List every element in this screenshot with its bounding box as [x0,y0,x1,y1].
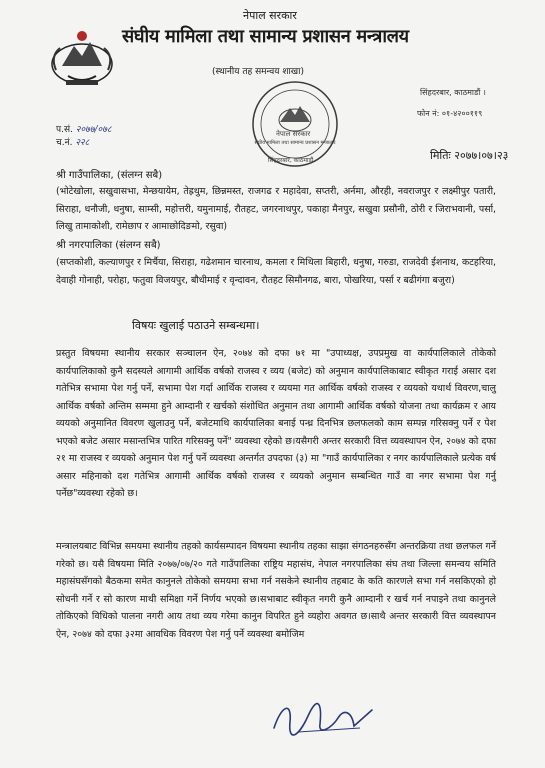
letterhead-ministry: संघीय मामिला तथा सामान्य प्रशासन मन्त्रालय [122,26,409,47]
office-address: सिंहदरबार, काठमाडौं । [420,88,486,97]
letter-date [430,148,508,163]
chalani-label: च.नं. [56,138,73,148]
recipient-2-list: (सप्तकोशी, कल्याणपुर र मिर्चैया, सिराहा, गढेशमान चारनाथ, कमला र मिथिला बिहारी, धनुषा, गरुडा, राजदेवी ईशनाथ, कटहरिया, देवाही गोनाही, परोहा, फतुवा विजयपुर, बौधीमाई र वृन्दावन, रौतहट सिमौनगढ, बारा, पोखरिया, पर्सा र बढीगंगा बजुरा) [56,257,496,286]
stamp-emblem-icon [279,106,311,131]
office-stamp [250,78,340,170]
letterhead-section: (स्थानीय तह समन्वय शाखा) [212,67,304,77]
patra-sankhya-value: २०७७/०७८ [75,125,112,135]
letterhead-government: नेपाल सरकार [243,9,297,22]
recipient-2-title: श्री नगरपालिका (संलग्न सबै) [56,240,161,251]
handwritten-signature [268,698,380,742]
nepal-emblem-icon [46,26,118,88]
patra-sankhya-label: प.सं. [56,125,73,135]
reference-chalani [56,135,89,148]
body-paragraph-2: मन्त्रालयबाट विभिन्न समयमा स्थानीय तहको कार्यसम्पादन विषयमा स्थानीय तहका साझा संगठनहरुसँग अन्तरक्रिया तथा छलफल गर्ने गरेको छ। यसै विषयमा मिति २०७७/०७/२० गते गाउँपालिका राष्ट्रिय महासंघ, नेपाल नगरपालिका संघ तथा जिल्ला समन्वय समिति महासंघसँगको बैठकमा समेत कानुनले तोकेको समयमा सभा गर्न नसकेने स्थानीय तहबाट के कति कारणले सभा गर्न नसकिएको हो सोधनी गर्ने र सो कारण माथी समिक्षा गर्ने निर्णय भएको छ।सभाबाट स्वीकृत नगरी कुनै आम्दानी र खर्च गर्न नपाइने तथा कानुनले तोकिएको विधिको पालना नगरी आय तथा व्यय गरेमा कानुन विपरित हुने व्यहोरा अवगत छ।साथै अन्तर सरकारी वित्त व्यवस्थापन ऐन, २०७४ को दफा ३२मा आवधिक विवरण पेश गर्नु पर्ने व्यवस्था बमोजिम [56,541,496,640]
stamp-text-top: नेपाल सरकार [276,130,311,138]
letter-subject: विषयः खुलाई पठाउने सम्बन्धमा। [132,319,260,332]
recipient-1-list: (भोटेखोला, सखुवासभा, मेन्छयायेम, तेह्रथुम, छिन्नमस्त, राजगढ र महादेवा, सप्तरी, अर्नमा, औरही, नवराजपुर र लक्ष्मीपुर पतारी, सिराहा, धनौजी, धनुषा, साम्सी, महोत्तरी, यमुनामाई, रौतहट, जगरनाथपुर, पकाहा मैनपुर, सखुवा प्रसौनी, ठोरी र जिराभवानी, पर्सा, लिखु तामाकोशी, रामेछाप र आमाछोदिङमो, रसुवा) [56,186,496,232]
date-value: २०७७।०७।२३ [454,149,509,162]
stamp-text-mid: संघीय मामिला तथा सामान्य प्रशासन मन्त्रालय [254,140,336,146]
reference-patra-sankhya [56,122,112,135]
body-paragraph-1: प्रस्तुत विषयमा स्थानीय सरकार सञ्चालन ऐन, २०७४ को दफा ७१ मा "उपाध्यक्ष, उपप्रमुख वा कार्यपालिकाले तोकेको कार्यपालिकाको कुनै सदस्यले आगामी आर्थिक वर्षको राजस्व र व्यय (बजेट) को अनुमान कार्यपालिकाबाट स्वीकृत गराई असार दश गतेभित्र सभामा पेश गर्नु पर्ने, सभामा पेश गर्दा आर्थिक राजस्व र व्ययमा गत आर्थिक वर्षको राजस्व र व्ययको यथार्थ विवरण,चालु आर्थिक वर्षको अन्तिम सम्ममा हुने आम्दानी र खर्चको संशोधित अनुमान तथा आगामी आर्थिक वर्षको योजना तथा कार्यक्रम र आय व्ययको अनुमानित विवरण खुलाउनु पर्ने, बजेटमाथि कार्यपालिका बनाई पन्ध्र दिनभित्र छलफलको काम सम्पन्न गरिसक्नु पर्ने र पेश भएको बजेट असार मसान्तभित्र पारित गरिसक्नु पर्ने" व्यवस्था रहेको छ।यसैगरी अन्तर सरकारी वित्त व्यवस्थापन ऐन, २०७४ को दफा २१ मा राजस्व र व्ययको अनुमान पेश गर्नु पर्ने व्यवस्था अन्तर्गत उपदफा (३) मा "गाउँ कार्यपालिका र नगर कार्यपालिकाले प्रत्येक वर्ष असार महिनाको दश गतेभित्र आगामी आर्थिक वर्षको राजस्व र व्ययको अनुमान सम्बन्धित गाउँ वा नगर सभामा पेश गर्नु पर्नेछ"व्यवस्था रहेको छ। [56,348,496,499]
date-label: मितिः [430,149,451,162]
stamp-text-bottom: सिंहदरबार, काठमाडौं [268,157,314,164]
chalani-value: २२८ [75,138,90,148]
recipient-1-title: श्री गाउँपालिका, (संलग्न सबै) [56,170,163,181]
office-phone: फोन नं: ०१-४२००११९ [417,109,483,118]
